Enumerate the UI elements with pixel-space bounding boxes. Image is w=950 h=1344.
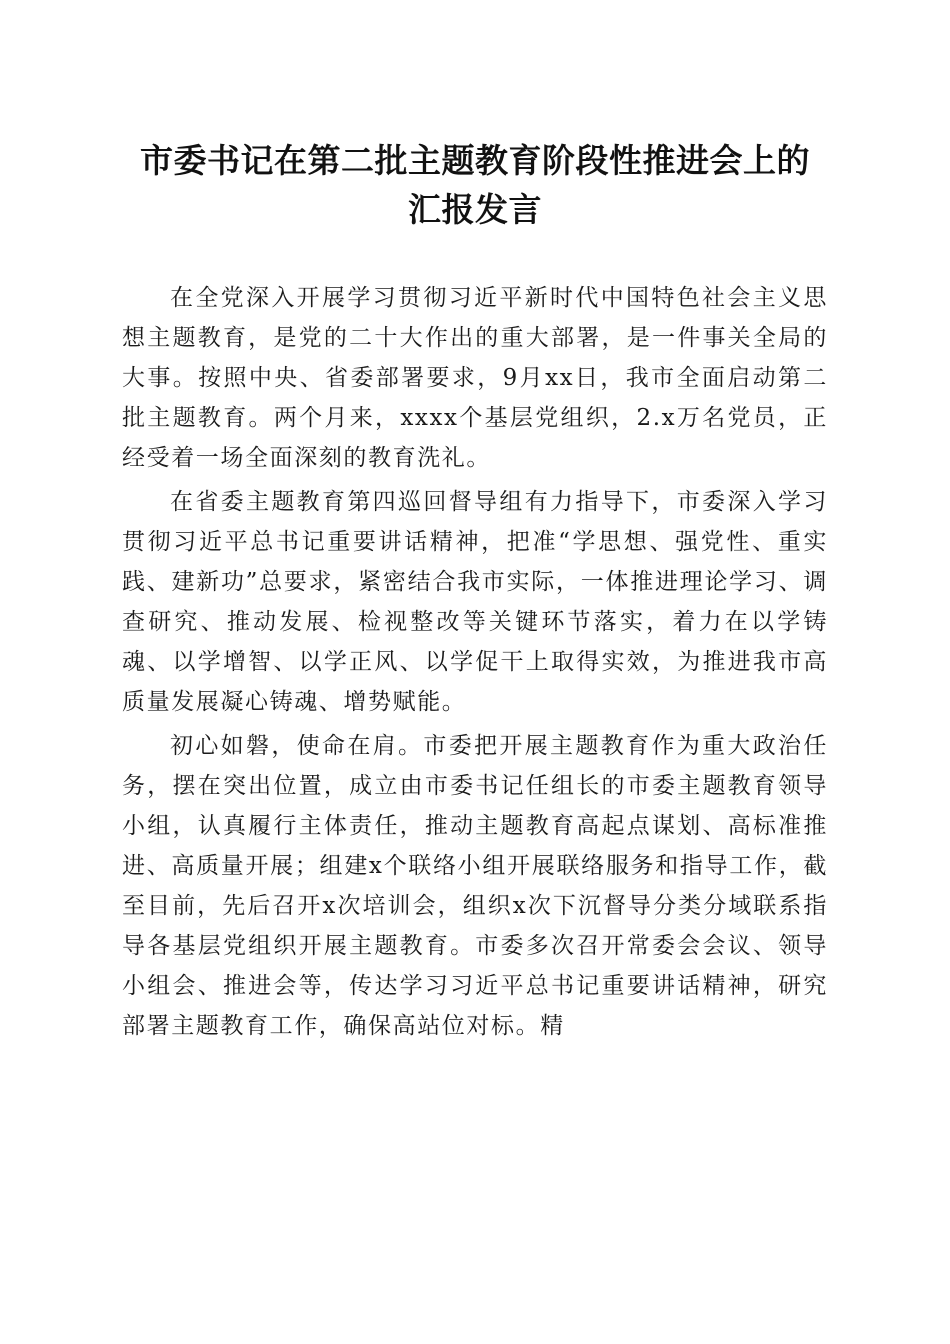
- document-title: [110, 136, 840, 234]
- paragraph-2: 在省委主题教育第四巡回督导组有力指导下，市委深入学习贯彻习近平总书记重要讲话精神，把准“学思想、强党性、重实践、建新功”总要求，紧密结合我市实际，一体推进理论学习、调查研究、推动发展、检视整改等关键环节落实，着力在以学铸魂、以学增智、以学正风、以学促干上取得实效，为推进我市高质量发展凝心铸魂、增势赋能。: [122, 489, 828, 715]
- title-line-1: 市委书记在第二批主题教育阶段性推进会上的: [140, 141, 810, 180]
- paragraph-3: 初心如磐，使命在肩。市委把开展主题教育作为重大政治任务，摆在突出位置，成立由市委书记任组长的市委主题教育领导小组，认真履行主体责任，推动主题教育高起点谋划、高标准推进、高质量开展；组建x个联络小组开展联络服务和指导工作，截至目前，先后召开x次培训会，组织x次下沉督导分类分域联系指导各基层党组织开展主题教育。市委多次召开常委会会议、领导小组会、推进会等，传达学习习近平总书记重要讲话精神，研究部署主题教育工作，确保高站位对标。精: [122, 733, 828, 1039]
- title-line-2: 汇报发言: [408, 190, 542, 229]
- document-body: [122, 278, 828, 1050]
- paragraph-1: 在全党深入开展学习贯彻习近平新时代中国特色社会主义思想主题教育，是党的二十大作出的重大部署，是一件事关全局的大事。按照中央、省委部署要求，9月xx日，我市全面启动第二批主题教育。两个月来，xxxx个基层党组织，2.x万名党员，正经受着一场全面深刻的教育洗礼。: [122, 285, 828, 471]
